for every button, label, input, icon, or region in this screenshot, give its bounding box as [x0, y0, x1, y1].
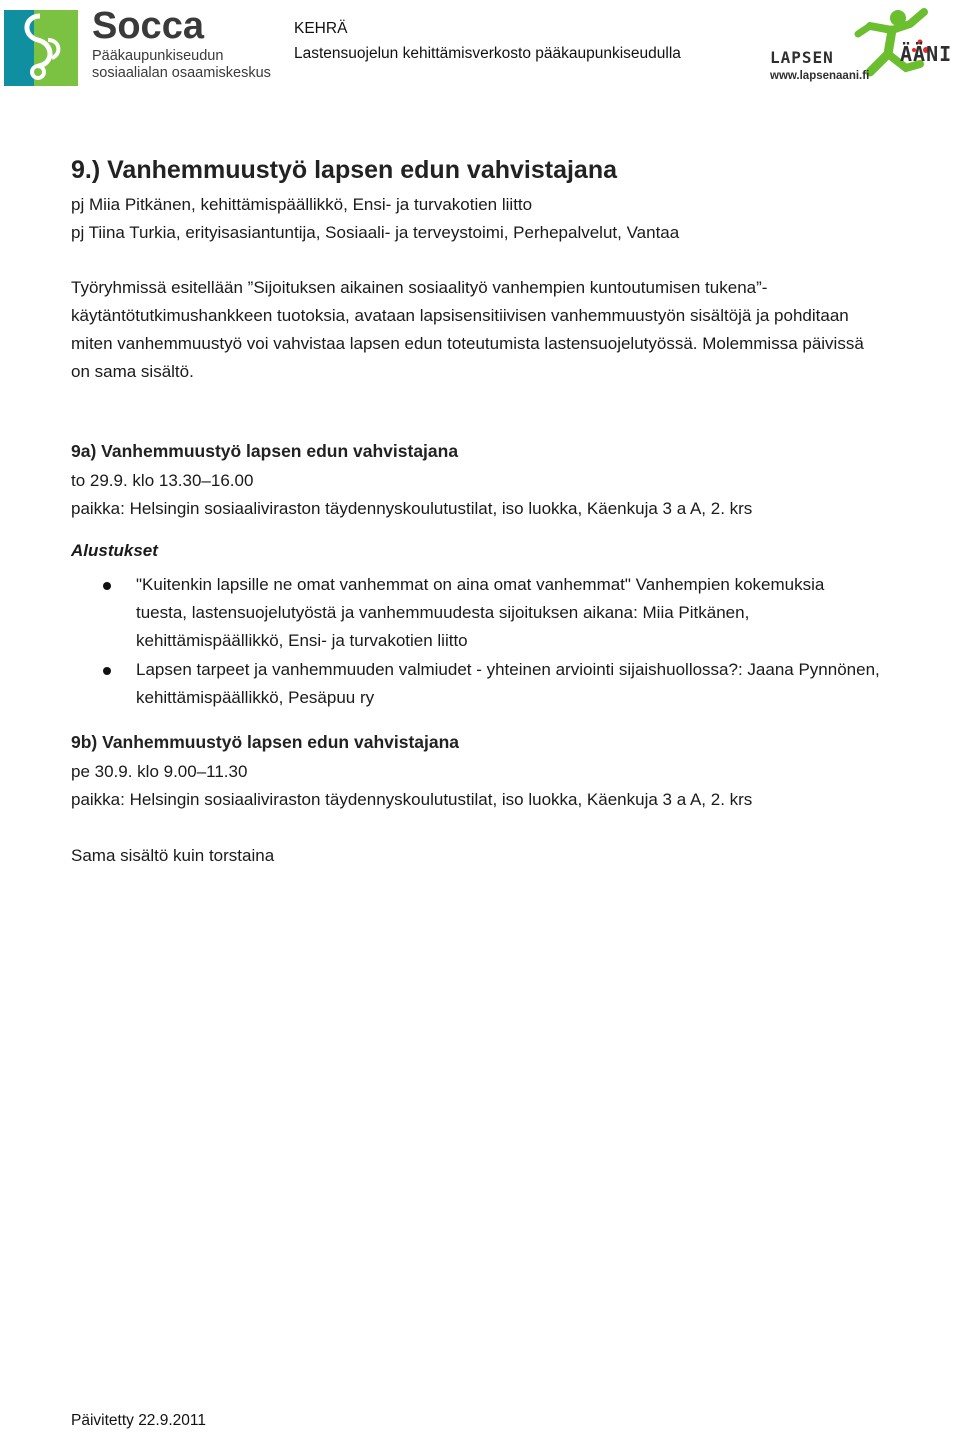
session-b-note: Sama sisältö kuin torstaina — [71, 846, 275, 865]
socca-subtitle-line2: sosiaalialan osaamiskeskus — [92, 65, 271, 81]
lapsen-aani-url: www.lapsenaani.fi — [770, 70, 870, 82]
main-content — [71, 152, 941, 870]
bullet-icon — [103, 582, 111, 590]
list-item: "Kuitenkin lapsille ne omat vanhemmat on aina omat vanhemmat" Vanhempien kokemuksia tuesta, lastensuojelutyöstä ja vanhemmuudesta sijoituksen aikana: Miia Pitkänen, kehittämispäällikkö, Ensi- ja turvakotien liitto — [71, 571, 941, 655]
aani-word: ÄÄNI — [900, 42, 953, 66]
talks-list — [71, 571, 941, 712]
lapsen-aani-logo — [766, 6, 958, 86]
page-title: 9.) Vanhemmuustyö lapsen edun vahvistajana — [71, 156, 618, 184]
intro-line: Työryhmissä esitellään ”Sijoituksen aikainen sosiaalityö vanhempien kuntoutumisen tukena”- — [71, 278, 768, 297]
lapsen-word: LAPSEN — [770, 48, 834, 67]
socca-mark-icon — [4, 10, 78, 86]
chair-line: pj Miia Pitkänen, kehittämispäällikkö, Ensi- ja turvakotien liitto — [71, 195, 533, 214]
socca-subtitle-line1: Pääkaupunkiseudun — [92, 48, 224, 64]
header-project-text — [294, 16, 681, 66]
session-a — [71, 436, 941, 712]
intro-line: on sama sisältö. — [71, 362, 194, 381]
page-header — [0, 0, 960, 100]
bullet-icon — [103, 667, 111, 675]
session-a-place: paikka: Helsingin sosiaaliviraston täydennyskoulutustilat, iso luokka, Käenkuja 3 a A, 2. krs — [71, 499, 753, 518]
chairs-block — [71, 191, 941, 247]
intro-paragraph — [71, 274, 941, 386]
session-a-time: to 29.9. klo 13.30–16.00 — [71, 471, 254, 490]
socca-name: Socca — [92, 5, 204, 47]
session-b-place: paikka: Helsingin sosiaaliviraston täydennyskoulutustilat, iso luokka, Käenkuja 3 a A, 2. krs — [71, 790, 753, 809]
session-a-heading: 9a) Vanhemmuustyö lapsen edun vahvistajana — [71, 441, 459, 461]
socca-logo — [4, 6, 276, 86]
session-b-heading: 9b) Vanhemmuustyö lapsen edun vahvistajana — [71, 732, 460, 752]
project-description: Lastensuojelun kehittämisverkosto pääkaupunkiseudulla — [294, 45, 681, 62]
chair-line: pj Tiina Turkia, erityisasiantuntija, Sosiaali- ja terveystoimi, Perhepalvelut, Vantaa — [71, 223, 680, 242]
session-b — [71, 727, 941, 870]
list-item: Lapsen tarpeet ja vanhemmuuden valmiudet - yhteinen arviointi sijaishuollossa?: Jaana Pynnönen, kehittämispäällikkö, Pesäpuu ry — [71, 656, 941, 712]
intro-line: käytäntötutkimushankkeen tuotoksia, avataan lapsisensitiivisen vanhemmuustyön sisältöjä ja pohditaan — [71, 306, 849, 325]
project-name: KEHRÄ — [294, 20, 348, 37]
intro-line: miten vanhemmuustyö voi vahvistaa lapsen edun toteutumista lastensuojelutyössä. Molemmissa päivissä — [71, 334, 864, 353]
talks-heading: Alustukset — [71, 541, 158, 560]
session-b-time: pe 30.9. klo 9.00–11.30 — [71, 762, 248, 781]
footer-updated: Päivitetty 22.9.2011 — [71, 1412, 206, 1429]
